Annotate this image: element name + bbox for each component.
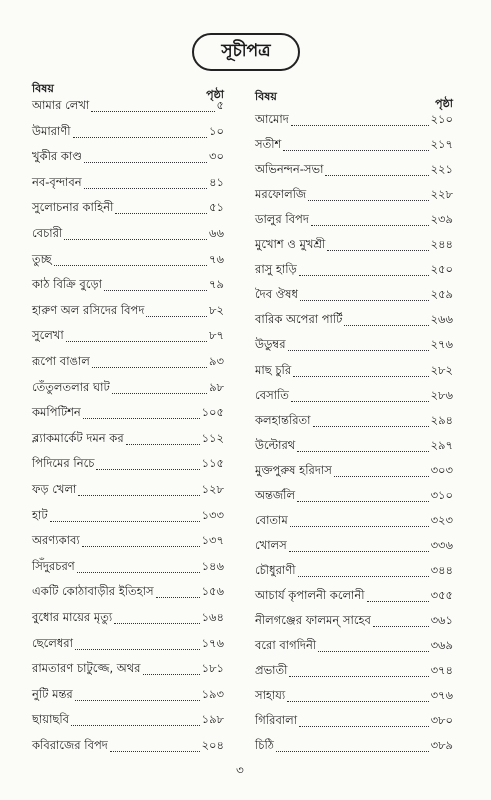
toc-entry-title: তেঁতুলতলার ঘাট — [32, 379, 110, 394]
dot-leader — [104, 290, 207, 291]
toc-entry-title: মুখোশ ও মুখশ্রী — [255, 237, 326, 252]
toc-entry — [255, 638, 453, 656]
toc-entry-page: ১৫৬ — [201, 584, 224, 599]
toc-entry-page: ৩৪৪ — [430, 562, 453, 577]
toc-entry-title: কবিরাজের বিপদ — [32, 738, 108, 752]
toc-entry — [255, 162, 453, 180]
toc-entry — [255, 287, 453, 305]
dot-leader — [297, 451, 428, 452]
toc-entry — [255, 187, 453, 205]
toc-entry — [255, 137, 453, 155]
toc-entry-page: ৪১ — [209, 174, 224, 189]
toc-entry-page: ২৬৬ — [430, 312, 453, 327]
dot-leader — [73, 137, 207, 138]
dot-leader — [297, 501, 429, 502]
toc-entry-page: ৮২ — [209, 302, 224, 317]
toc-entry-page: ৩২৩ — [430, 512, 453, 527]
toc-entry-title: চৌধুরাণী — [255, 562, 296, 577]
dot-leader — [114, 623, 199, 624]
toc-entry — [32, 533, 224, 551]
toc-entry-page: ৯৮ — [209, 379, 224, 394]
toc-entry — [255, 613, 453, 631]
toc-entry-page: ২৯৭ — [430, 437, 453, 452]
page-title: সূচীপত্র — [192, 33, 300, 71]
dot-leader — [71, 725, 200, 726]
toc-entry-title: নীলগঞ্জের ফালমন্ সাহেব — [255, 613, 371, 627]
dot-leader — [112, 393, 207, 394]
toc-entry-page: ২৪৪ — [430, 237, 453, 252]
dot-leader — [91, 111, 214, 112]
toc-entry-page: ৩৩৬ — [430, 537, 453, 552]
toc-entry — [32, 712, 224, 730]
toc-entry-title: ছেলেধরা — [32, 635, 73, 650]
toc-entry-page: ৩৮০ — [430, 713, 453, 728]
toc-entry — [255, 563, 453, 581]
dot-leader — [66, 341, 207, 342]
toc-entry-title: নুটি মন্তর — [32, 686, 73, 701]
toc-entry — [32, 380, 224, 398]
toc-entry-title: তুচ্ছ — [32, 251, 52, 266]
toc-entry — [32, 226, 224, 244]
toc-entry — [255, 588, 453, 606]
toc-entry-page: ৫১ — [209, 200, 224, 215]
toc-entry-page: ২৫০ — [430, 262, 453, 277]
toc-entry-page: ১১২ — [201, 430, 224, 445]
toc-entry — [255, 538, 453, 556]
page-header: পৃষ্ঠা — [435, 97, 453, 110]
toc-entry-page: ৬৬ — [209, 226, 224, 240]
toc-entry — [32, 687, 224, 705]
toc-entry-title: মুক্তপুরুষ হরিদাস — [255, 462, 332, 477]
toc-entry-title: গিরিবালা — [255, 713, 298, 728]
toc-entry-page: ২২১ — [430, 162, 453, 177]
dot-leader — [293, 376, 428, 377]
dot-leader — [78, 495, 199, 496]
toc-entry-title: রূপো বাঙাল — [32, 354, 90, 368]
toc-entry-page: ৩৬১ — [430, 613, 453, 627]
toc-entry-title: চিঠি — [255, 738, 274, 753]
toc-entry-page: ২৩৯ — [430, 212, 453, 227]
toc-entry-title: অন্তর্জলি — [255, 487, 296, 502]
toc-entry-title: খোলস — [255, 537, 287, 552]
toc-entry-page: ২১০ — [430, 112, 453, 126]
toc-entry-page: ৯৩ — [209, 354, 224, 368]
toc-entry — [32, 175, 224, 193]
toc-entry-title: দৈব ঔষধ — [255, 287, 298, 302]
toc-entry-title: খুকীর কাণ্ড — [32, 149, 82, 164]
dot-leader — [50, 521, 200, 522]
dot-leader — [156, 597, 200, 598]
toc-entry-title: ছায়াছবি — [32, 712, 70, 727]
toc-entry-title: রামতারণ চাটুজ্জে, অথর — [32, 661, 141, 676]
dot-leader — [283, 150, 428, 151]
toc-entry-title: বেসাতি — [255, 387, 289, 402]
dot-leader — [289, 676, 428, 677]
toc-entry-title: উমারাণী — [32, 123, 71, 138]
toc-entry-page: ১৬৪ — [201, 610, 224, 624]
dot-leader — [276, 751, 429, 752]
page-header: পৃষ্ঠা — [206, 88, 224, 101]
toc-entry-title: হাট — [32, 507, 48, 522]
toc-entry-page: ৩০ — [209, 149, 224, 164]
toc-entry-page: ২৯৪ — [430, 412, 453, 427]
dot-leader — [313, 426, 429, 427]
toc-entry-page: ৩৭৬ — [430, 688, 453, 703]
dot-leader — [299, 726, 428, 727]
toc-entry-page: ১৯৩ — [201, 686, 224, 701]
toc-entry-page: ৩৮৯ — [430, 738, 453, 753]
toc-entry — [255, 713, 453, 731]
toc-entry — [32, 456, 224, 474]
toc-entry-page: ১৭৬ — [201, 635, 224, 650]
dot-leader — [290, 526, 429, 527]
toc-entry-title: বেচারী — [32, 226, 63, 240]
toc-entry-title: হারুণ অল রসিদের বিপদ — [32, 302, 145, 317]
toc-entry-title: উডুম্বর — [255, 337, 286, 352]
dot-leader — [327, 250, 428, 251]
toc-entry-title: মাছ চুরি — [255, 362, 292, 377]
subject-header: বিষয় — [32, 82, 54, 95]
dot-leader — [291, 401, 429, 402]
toc-entry-page: ৭৯ — [209, 277, 224, 292]
dot-leader — [289, 551, 429, 552]
dot-leader — [77, 572, 200, 573]
dot-leader — [311, 225, 429, 226]
dot-leader — [146, 316, 207, 317]
toc-entry — [32, 738, 224, 756]
toc-entry-page: ১০৫ — [201, 405, 224, 420]
toc-entry-page: ৩১০ — [430, 487, 453, 502]
toc-entry — [255, 513, 453, 531]
dot-leader — [344, 325, 428, 326]
dot-leader — [92, 367, 207, 368]
dot-leader — [84, 162, 207, 163]
toc-entry — [255, 112, 453, 130]
toc-entry-title: কাঠ বিক্রি বুড়ো — [32, 277, 103, 292]
toc-entry — [255, 212, 453, 230]
toc-entry-title: আমার লেখা — [32, 98, 90, 112]
toc-entry-title: আচার্য কৃপালনী কলোনী — [255, 587, 365, 602]
toc-entry-title: সুলেখা — [32, 328, 64, 343]
toc-entry-title: বরো বাগদিনী — [255, 638, 317, 653]
toc-entry — [255, 438, 453, 456]
toc-entry — [255, 337, 453, 355]
toc-entry-title: কলহান্তরিতা — [255, 412, 311, 427]
dot-leader — [84, 188, 207, 189]
toc-entry-title: উল্টোরথ — [255, 437, 296, 452]
toc-entry-page: ১৯৮ — [201, 712, 224, 727]
dot-leader — [126, 444, 200, 445]
page-number: ৩ — [236, 763, 244, 777]
toc-entry — [32, 559, 224, 577]
toc-entry-title: আমোদ — [255, 112, 289, 126]
toc-entry — [32, 431, 224, 449]
toc-entry-title: পিদিমের নিচে — [32, 456, 95, 471]
toc-entry-page: ১১৫ — [201, 456, 224, 471]
toc-entry — [255, 413, 453, 431]
toc-entry-page: ২৭৬ — [430, 337, 453, 352]
toc-entry — [255, 738, 453, 756]
toc-entry-page: ৭৬ — [209, 251, 224, 266]
dot-leader — [367, 601, 429, 602]
toc-entry-page: ১৪৬ — [201, 558, 224, 573]
dot-leader — [75, 649, 200, 650]
dot-leader — [287, 701, 428, 702]
toc-entry-page: ২৮২ — [430, 362, 453, 377]
dot-leader — [115, 213, 207, 214]
toc-entry-page: ২৮৬ — [430, 387, 453, 402]
toc-entry — [32, 610, 224, 628]
toc-entry — [32, 636, 224, 654]
dot-leader — [83, 418, 200, 419]
toc-entry-page: ২২৮ — [430, 187, 453, 202]
toc-entry — [255, 663, 453, 681]
toc-entry — [32, 354, 224, 372]
toc-entry-title: কমপিটিশন — [32, 405, 81, 420]
toc-entry-page: ১৩৩ — [201, 507, 224, 522]
toc-entry-title: মরফোলজি — [255, 187, 307, 202]
dot-leader — [110, 751, 200, 752]
toc-entry — [32, 584, 224, 602]
toc-entry-page: ৮৭ — [209, 328, 224, 343]
dot-leader — [54, 265, 208, 266]
dot-leader — [298, 576, 429, 577]
toc-entry-title: বারিক অপেরা পার্টি — [255, 312, 343, 327]
toc-entry-title: ব্ল্যাকমার্কেট দমন কর — [32, 430, 124, 445]
toc-entry-title: বুধোর মায়ের মৃত্যু — [32, 610, 113, 624]
dot-leader — [308, 200, 428, 201]
toc-entry-page: ১৩৭ — [201, 533, 224, 548]
toc-entry-title: অভিনন্দন-সভা — [255, 162, 324, 177]
toc-entry — [255, 237, 453, 255]
toc-entry-title: বোতাম — [255, 512, 288, 527]
toc-entry — [32, 277, 224, 295]
toc-entry — [32, 328, 224, 346]
toc-entry-page: ৩০৩ — [430, 462, 453, 477]
toc-entry-page: ১২৮ — [201, 482, 224, 496]
toc-entry-title: অরণ্যকাব্য — [32, 533, 80, 548]
toc-entry — [32, 252, 224, 270]
toc-entry — [255, 463, 453, 481]
toc-entry — [255, 312, 453, 330]
toc-entry — [255, 488, 453, 506]
dot-leader — [288, 350, 429, 351]
toc-entry — [32, 149, 224, 167]
toc-entry-title: ফড় খেলা — [32, 482, 77, 496]
subject-header: বিষয় — [255, 90, 277, 103]
toc-entry — [255, 688, 453, 706]
toc-entry-title: একটি কোঠাবাড়ীর ইতিহাস — [32, 584, 154, 599]
toc-entry-page: ২১৭ — [430, 137, 453, 152]
dot-leader — [373, 626, 429, 627]
dot-leader — [318, 651, 428, 652]
toc-entry-title: সুলোচনার কাহিনী — [32, 200, 114, 215]
toc-entry-page: ২০৪ — [201, 738, 224, 752]
toc-entry — [32, 661, 224, 679]
toc-entry-title: সতীশ — [255, 137, 282, 152]
toc-right-header — [255, 88, 453, 108]
toc-entry — [32, 405, 224, 423]
toc-entry-page: ১৮১ — [201, 661, 224, 676]
dot-leader — [299, 275, 429, 276]
dot-leader — [291, 125, 429, 126]
dot-leader — [325, 175, 428, 176]
toc-entry-title: প্রভাতী — [255, 663, 288, 678]
toc-entry — [32, 98, 224, 116]
dot-leader — [300, 300, 429, 301]
toc-entry — [255, 262, 453, 280]
toc-entry-page: ৩৬৯ — [430, 638, 453, 653]
dot-leader — [64, 239, 207, 240]
dot-leader — [334, 476, 429, 477]
toc-entry — [32, 200, 224, 218]
dot-leader — [75, 700, 200, 701]
toc-entry — [32, 508, 224, 526]
toc-entry — [255, 363, 453, 381]
toc-entry-page: ২৫৯ — [430, 287, 453, 302]
toc-entry-page: ৫ — [216, 98, 224, 112]
toc-entry-title: নব-বৃন্দাবন — [32, 174, 82, 189]
toc-entry-title: ডালুর বিপদ — [255, 212, 309, 227]
dot-leader — [143, 674, 200, 675]
toc-entry-page: ৩৭৪ — [430, 663, 453, 678]
toc-entry-page: ৩৫৫ — [430, 587, 453, 602]
toc-entry — [32, 124, 224, 142]
toc-entry-title: সিঁদুরচরণ — [32, 558, 75, 573]
toc-entry — [255, 388, 453, 406]
toc-entry — [32, 482, 224, 500]
dot-leader — [96, 469, 199, 470]
toc-entry-title: সাহায্য — [255, 688, 286, 703]
dot-leader — [82, 546, 200, 547]
toc-entry-page: ১০ — [209, 123, 224, 138]
toc-entry-title: রাসু হাড়ি — [255, 262, 297, 277]
toc-entry — [32, 303, 224, 321]
